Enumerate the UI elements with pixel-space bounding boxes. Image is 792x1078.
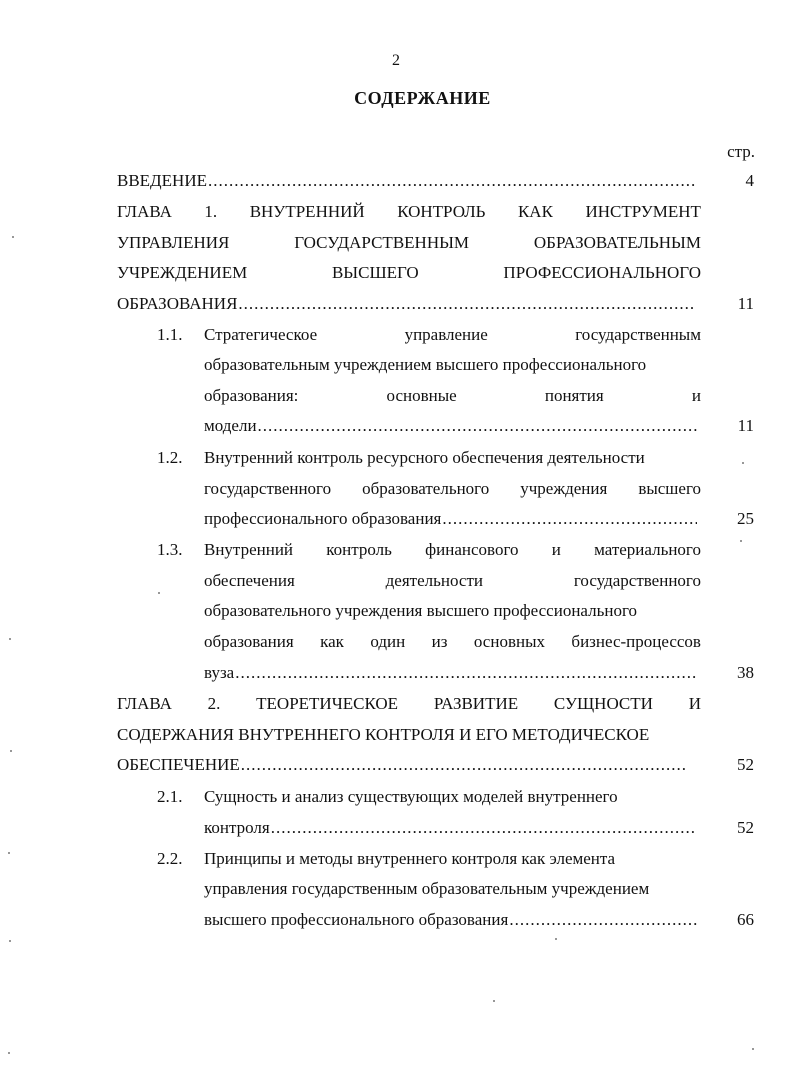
toc-entry-text: ОБЕСПЕЧЕНИЕ (117, 755, 240, 774)
toc-section-1-1-line3[interactable] (204, 382, 701, 410)
toc-word: 1. (204, 202, 218, 221)
toc-section-2-1-line2[interactable] (204, 814, 697, 842)
toc-section-1-1-line2[interactable]: образовательным учреждением высшего профессионального (204, 355, 647, 374)
toc-leader-dots (258, 412, 697, 440)
toc-chapter-1-line2[interactable] (117, 229, 701, 257)
scan-speck (493, 1000, 495, 1002)
toc-section-1-2-line1[interactable]: Внутренний контроль ресурсного обеспечения деятельности (204, 448, 645, 467)
pages-column-label: стр. (727, 142, 755, 161)
toc-word: деятельности (385, 571, 483, 590)
scan-speck (9, 940, 11, 942)
toc-section-number: 1.1. (157, 325, 183, 344)
toc-word: ГЛАВА (117, 202, 172, 221)
toc-section-2-2-line3[interactable] (204, 906, 697, 934)
toc-word: РАЗВИТИЕ (433, 694, 519, 713)
toc-entry-text: ОБРАЗОВАНИЯ (117, 294, 238, 313)
toc-word: ОБРАЗОВАТЕЛЬНЫМ (533, 233, 701, 252)
toc-section-2-2-line1[interactable]: Принципы и методы внутреннего контроля как элемента (204, 849, 616, 868)
toc-word: образования (204, 632, 294, 651)
toc-word: КАК (517, 202, 553, 221)
toc-chapter-2-line3[interactable] (117, 751, 687, 779)
toc-section-number: 1.2. (157, 448, 183, 467)
toc-word: Стратегическое (204, 325, 318, 344)
scan-speck (742, 462, 744, 464)
toc-word: как (320, 632, 344, 651)
toc-entry-text: ВВЕДЕНИЕ (117, 171, 207, 190)
toc-word: ГЛАВА (117, 694, 172, 713)
scan-speck (555, 938, 557, 940)
toc-word: государственного (204, 479, 332, 498)
toc-section-number: 1.3. (157, 540, 183, 559)
toc-word: понятия (544, 386, 604, 405)
toc-word: СУЩНОСТИ (553, 694, 653, 713)
toc-section-1-3-line3[interactable]: образовательного учреждения высшего профессионального (204, 601, 638, 620)
page-title: СОДЕРЖАНИЕ (354, 88, 491, 108)
toc-word: ПРОФЕССИОНАЛЬНОГО (503, 263, 701, 282)
toc-chapter-1-line4[interactable] (117, 290, 695, 318)
toc-entry-page: 4 (745, 171, 754, 190)
toc-entry-page: 66 (737, 910, 754, 929)
toc-chapter-1-line3[interactable] (117, 259, 701, 287)
toc-word: ВЫСШЕГО (331, 263, 419, 282)
toc-word: 2. (207, 694, 221, 713)
toc-word: основных (473, 632, 545, 651)
scan-speck (740, 540, 742, 542)
toc-entry-page: 25 (737, 509, 754, 528)
toc-word: основные (386, 386, 457, 405)
toc-section-2-1-line1[interactable]: Сущность и анализ существующих моделей внутреннего (204, 787, 618, 806)
toc-leader-dots (235, 659, 697, 687)
scan-speck (10, 750, 12, 752)
toc-word: материального (594, 540, 701, 559)
toc-word: из (431, 632, 448, 651)
toc-word: обеспечения (204, 571, 295, 590)
toc-section-1-3-line2[interactable] (204, 567, 701, 595)
toc-word: управление (404, 325, 488, 344)
toc-entry-text: модели (204, 416, 257, 435)
toc-word: контроль (326, 540, 392, 559)
toc-word: ИНСТРУМЕНТ (585, 202, 701, 221)
toc-entry-page: 52 (737, 755, 754, 774)
toc-section-number: 2.1. (157, 787, 183, 806)
toc-entry-page: 11 (737, 294, 754, 313)
page-number: 2 (392, 52, 400, 69)
toc-word: высшего (638, 479, 701, 498)
toc-word: Внутренний (204, 540, 294, 559)
toc-word: финансового (425, 540, 519, 559)
toc-section-1-3-line1[interactable] (204, 536, 701, 564)
toc-entry-page: 52 (737, 818, 754, 837)
toc-word: и (691, 386, 701, 405)
scan-speck (9, 638, 11, 640)
toc-word: образования: (204, 386, 299, 405)
scan-speck (158, 592, 160, 594)
toc-word: бизнес-процессов (571, 632, 701, 651)
scan-speck (752, 1048, 754, 1050)
toc-chapter-1-line1[interactable] (117, 198, 701, 226)
toc-leader-dots (442, 505, 697, 533)
toc-section-1-1-line4[interactable] (204, 412, 697, 440)
toc-section-2-2-line2[interactable]: управления государственным образовательным учреждением (204, 879, 650, 898)
toc-chapter-2-line2[interactable]: СОДЕРЖАНИЯ ВНУТРЕННЕГО КОНТРОЛЯ И ЕГО МЕТОДИЧЕСКОЕ (117, 725, 650, 744)
toc-entry-page: 38 (737, 663, 754, 682)
toc-entry-text: профессионального образования (204, 509, 442, 528)
toc-word: один (370, 632, 406, 651)
toc-entry-page: 11 (737, 416, 754, 435)
toc-chapter-2-line1[interactable] (117, 690, 701, 718)
scan-speck (8, 852, 10, 854)
toc-section-1-2-line3[interactable] (204, 505, 697, 533)
toc-word: УЧРЕЖДЕНИЕМ (117, 263, 248, 282)
scan-speck (12, 236, 14, 238)
toc-word: ТЕОРЕТИЧЕСКОЕ (256, 694, 399, 713)
toc-word: учреждения (520, 479, 608, 498)
toc-entry-text: вуза (204, 663, 235, 682)
toc-leader-dots (238, 290, 695, 318)
toc-entry-text: контроля (204, 818, 270, 837)
toc-word: КОНТРОЛЬ (397, 202, 486, 221)
toc-section-number: 2.2. (157, 849, 183, 868)
toc-word: ВНУТРЕННИЙ (249, 202, 365, 221)
toc-entry-text: высшего профессионального образования (204, 910, 509, 929)
toc-word: ГОСУДАРСТВЕННЫМ (294, 233, 470, 252)
toc-word: государственным (575, 325, 701, 344)
toc-word: и (551, 540, 561, 559)
toc-word: УПРАВЛЕНИЯ (117, 233, 230, 252)
toc-section-1-2-line2[interactable] (204, 475, 701, 503)
toc-word: государственного (573, 571, 701, 590)
toc-word: И (688, 694, 701, 713)
toc-entry-intro[interactable] (117, 167, 697, 195)
toc-section-1-3-line4[interactable] (204, 628, 701, 656)
scan-speck (8, 1052, 10, 1054)
toc-leader-dots (271, 814, 697, 842)
toc-word: образовательного (362, 479, 490, 498)
toc-section-1-3-line5[interactable] (204, 659, 697, 687)
toc-section-1-1-line1[interactable] (204, 321, 701, 349)
toc-leader-dots (509, 906, 697, 934)
toc-leader-dots (241, 751, 687, 779)
toc-leader-dots (208, 167, 697, 195)
